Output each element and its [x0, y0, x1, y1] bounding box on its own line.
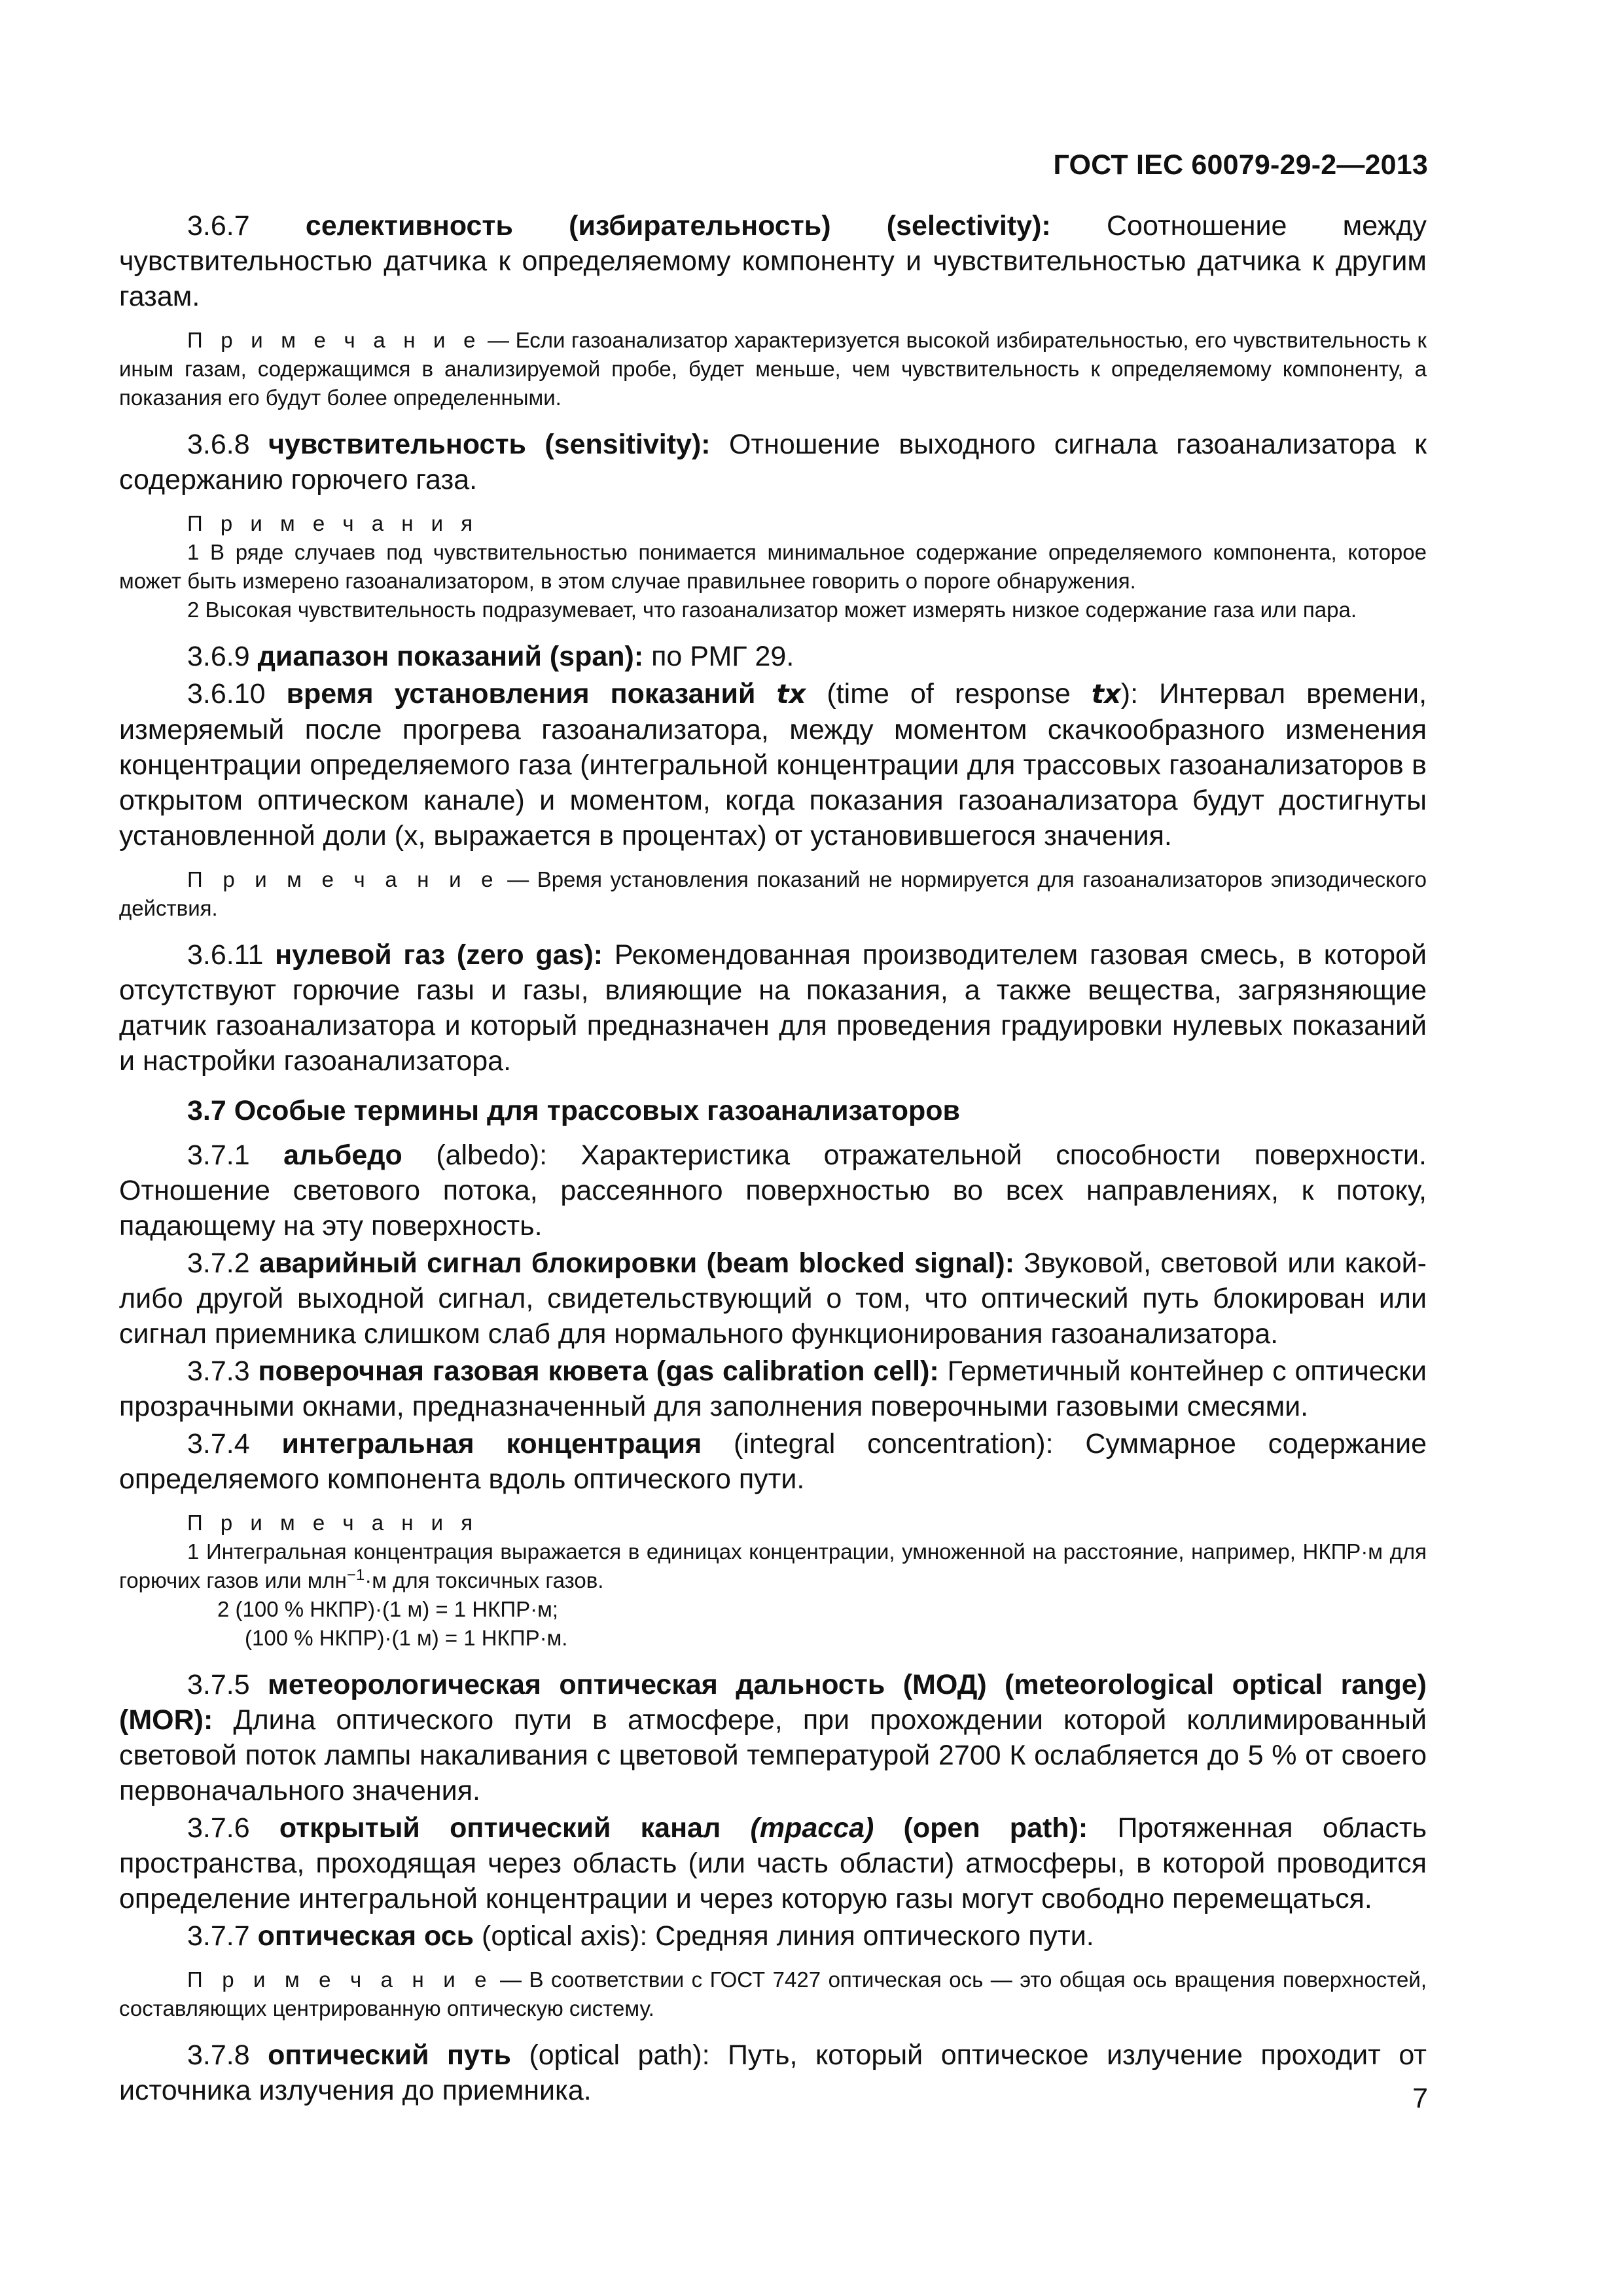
term-3-7-5	[119, 1667, 1427, 1808]
symbol-tx: tx	[1091, 679, 1121, 709]
clause-number: 3.7.6	[187, 1812, 250, 1844]
term-3-6-9	[119, 639, 1427, 674]
term-title: чувствительность (sensitivity):	[268, 429, 711, 460]
page-number: 7	[1412, 2083, 1428, 2114]
term-title: открытый оптический канал	[279, 1812, 721, 1844]
clause-number: 3.7.4	[187, 1428, 250, 1460]
term-3-7-2	[119, 1246, 1427, 1352]
term-definition: (optical path): Путь, который оптическое излучение проходит от источника излучения до приемника.	[119, 2039, 1427, 2106]
term-definition: (optical axis): Средняя линия оптического пути.	[482, 1920, 1094, 1952]
term-definition: ): Интервал времени, измеряемый после прогрева газоанализатора, между моментом скачкообразного изменения концентрации определяемого газа (интегральной концентрации для трассовых газоанализаторов в открытом оптическом канале) и моментом, когда показания газоанализатора будут достигнуты установленной доли (х, выражается в процентах) от установившегося значения.	[119, 678, 1427, 852]
term-title: нулевой газ (zero gas):	[275, 939, 603, 971]
term-3-6-10	[119, 676, 1427, 853]
symbol-tx: tx	[776, 679, 806, 709]
section-heading-3-7: 3.7 Особые термины для трассовых газоанализаторов	[187, 1095, 960, 1126]
clause-number: 3.6.7	[187, 210, 250, 242]
note-3-6-10	[119, 865, 1427, 923]
term-definition: Длина оптического пути в атмосфере, при прохождении которой коллимированный световой поток лампы накаливания с цветовой температурой 2700 К ослабляется до 5 % от своего первоначального значения.	[119, 1704, 1427, 1806]
term-3-7-6	[119, 1810, 1427, 1916]
clause-number: 3.6.11	[187, 939, 264, 971]
note-label: П р и м е ч а н и е	[187, 1967, 493, 1992]
term-3-6-8	[119, 427, 1427, 497]
clause-number: 3.7.5	[187, 1669, 250, 1700]
term-3-7-8	[119, 2037, 1427, 2108]
formula-line: 2 (100 % НКПР)·(1 м) = 1 НКПР·м;	[217, 1597, 558, 1621]
notes-label: П р и м е ч а н и я	[187, 511, 479, 535]
document-header: ГОСТ IEC 60079-29-2—2013	[1053, 149, 1428, 181]
formula-line: (100 % НКПР)·(1 м) = 1 НКПР·м.	[245, 1626, 568, 1650]
term-title: поверочная газовая кювета (gas calibration cell):	[258, 1355, 939, 1387]
term-title: альбедо	[283, 1139, 402, 1171]
term-3-6-7	[119, 208, 1427, 314]
clause-number: 3.6.10	[187, 678, 266, 709]
note-text: — Время установления показаний не нормируется для газоанализаторов эпизодического действия.	[119, 867, 1427, 920]
term-title-italic: (трасса)	[750, 1812, 874, 1844]
clause-number: 3.6.8	[187, 429, 250, 460]
term-definition: Герметичный контейнер с оптически прозрачными окнами, предназначенный для заполнения поверочными газовыми смесями.	[119, 1355, 1427, 1422]
term-title: аварийный сигнал блокировки (beam blocked signal):	[259, 1247, 1015, 1279]
clause-number: 3.7.8	[187, 2039, 250, 2071]
term-title: оптический путь	[268, 2039, 511, 2071]
term-definition: (albedo): Характеристика отражательной способности поверхности. Отношение светового потока, рассеянного поверхностью во всех направлениях, к потоку, падающему на эту поверхность.	[119, 1139, 1427, 1242]
term-definition: Протяженная область пространства, проходящая через область (или часть области) атмосферы, в которой проводится определение интегральной концентрации и через которую газы могут свободно перемещаться.	[119, 1812, 1427, 1914]
note-item: 1 В ряде случаев под чувствительностью понимается минимальное содержание определяемого компонента, которое может быть измерено газоанализатором, в этом случае правильнее говорить о пороге обнаружения.	[119, 540, 1427, 593]
clause-number: 3.7.3	[187, 1355, 250, 1387]
term-definition: Соотношение между чувствительностью датчика к определяемому компоненту и чувствительностью датчика к другим газам.	[119, 210, 1427, 312]
term-3-7-7	[119, 1918, 1427, 1954]
term-english: (open path):	[903, 1812, 1088, 1844]
term-title: интегральная концентрация	[281, 1428, 702, 1460]
term-3-7-1	[119, 1138, 1427, 1244]
term-3-6-11	[119, 937, 1427, 1079]
term-definition: (integral concentration): Суммарное содержание определяемого компонента вдоль оптического пути.	[119, 1428, 1427, 1495]
clause-number: 3.6.9	[187, 641, 250, 672]
superscript: −1	[346, 1566, 365, 1584]
clause-number: 3.7.2	[187, 1247, 250, 1279]
note-3-7-7	[119, 1965, 1427, 2023]
clause-number: 3.7.7	[187, 1920, 250, 1952]
note-text: — В соответствии с ГОСТ 7427 оптическая ось — это общая ось вращения поверхностей, составляющих центрированную оптическую систему.	[119, 1967, 1427, 2020]
term-definition: Отношение выходного сигнала газоанализатора к содержанию горючего газа.	[119, 429, 1427, 495]
note-label: П р и м е ч а н и е	[187, 328, 482, 352]
note-text: — Если газоанализатор характеризуется высокой избирательностью, его чувствительность к иным газам, содержащимся в анализируемой пробе, будет меньше, чем чувствительность к определяемому компоненту, а показания его будут более определенными.	[119, 328, 1427, 410]
term-definition: Рекомендованная производителем газовая смесь, в которой отсутствуют горючие газы и газы, влияющие на показания, а также вещества, загрязняющие датчик газоанализатора и который предназначен для проведения градуировки нулевых показаний и настройки газоанализатора.	[119, 939, 1427, 1077]
term-title: метеорологическая оптическая дальность (МОД) (meteorological optical range) (MOR):	[119, 1669, 1427, 1736]
term-definition: Звуковой, световой или какой-либо другой выходной сигнал, свидетельствующий о том, что оптический путь блокирован или сигнал приемника слишком слаб для нормального функционирования газоанализатора.	[119, 1247, 1427, 1350]
term-title: оптическая ось	[257, 1920, 474, 1952]
document-body	[119, 208, 1427, 2110]
note-text: ·м для токсичных газов.	[365, 1568, 604, 1592]
term-title: диапазон показаний (span):	[257, 641, 644, 672]
clause-number: 3.7.1	[187, 1139, 250, 1171]
note-3-6-7	[119, 326, 1427, 412]
note-item	[119, 1537, 1427, 1595]
note-item: 2 Высокая чувствительность подразумевает, что газоанализатор может измерять низкое содержание газа или пара.	[187, 598, 1357, 622]
term-title: время установления показаний	[286, 678, 756, 709]
term-english: (time of response	[827, 678, 1071, 709]
notes-label: П р и м е ч а н и я	[187, 1511, 479, 1535]
term-3-7-3	[119, 1354, 1427, 1424]
term-title: селективность (избирательность) (selectivity):	[305, 210, 1051, 242]
note-label: П р и м е ч а н и е	[187, 867, 499, 891]
note-text: 1 Интегральная концентрация выражается в единицах концентрации, умноженной на расстояние, например, НКПР·м для горючих газов или млн	[119, 1539, 1427, 1592]
term-definition: по РМГ 29.	[651, 641, 794, 672]
term-3-7-4	[119, 1426, 1427, 1497]
